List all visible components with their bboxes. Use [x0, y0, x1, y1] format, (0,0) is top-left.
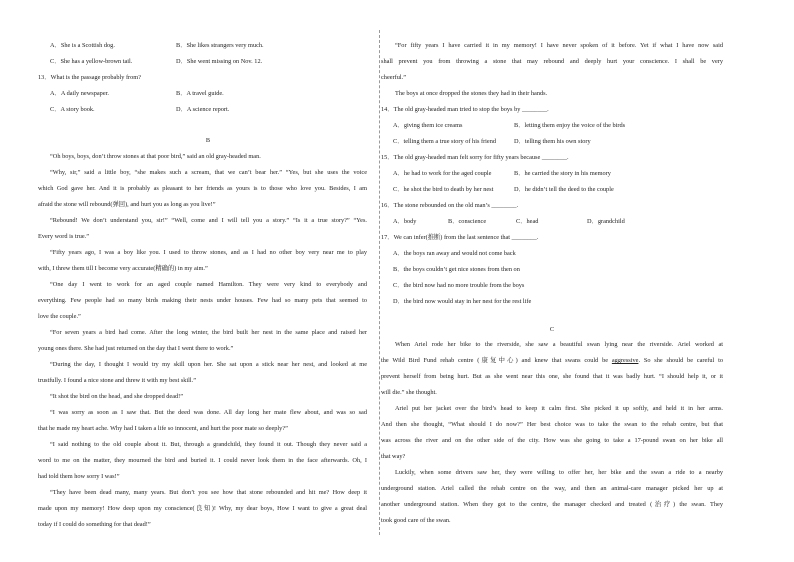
q16-option-a: A．body [393, 218, 417, 225]
q14-option-c: C．telling them a true story of his friend [393, 138, 497, 145]
passage-b-line: “Fifty years ago, I was a boy like you. I used to throw stones, and as I had no other boy very near me to play [50, 249, 367, 256]
q16-option-b: B．conscience [448, 218, 487, 225]
q13-question: 13．What is the passage probably from? [38, 74, 141, 81]
q13-option-b: B．A travel guide. [176, 90, 224, 97]
passage-b-line: “Rebound! We don’t understand you, sir!” “Well, come and I will tell you a story.” “Is it a true story?” “Yes. [50, 217, 367, 224]
section-b-title: B [205, 137, 211, 144]
q14-option-b: B．letting them enjoy the voice of the birds [514, 122, 626, 129]
right-column [381, 0, 794, 562]
q13-option-c: C．A story book. [50, 106, 95, 113]
passage-b-line: had told them how sorry I was!” [38, 473, 120, 480]
q13-option-d: D．A science report. [176, 106, 230, 113]
q17-option-d: D．the bird now would stay in her nest for the rest life [393, 298, 532, 305]
q15-option-c: C．he shot the bird to death by her nest [393, 186, 494, 193]
passage-b-end-line: “For fifty years I have carried it in my memory! I have never spoken of it before. Yet if what I have now said [395, 42, 723, 49]
q14-question: 14．The old gray-headed man tried to stop the boys by ________. [381, 106, 549, 113]
passage-c-line: took good care of the swan. [381, 517, 451, 524]
q12-option-b: B．She likes strangers very much. [176, 42, 264, 49]
passage-b-line: word to me on the matter, they mourned the bird and buried it. I could never look them in the face afterwards. Oh, I [38, 457, 367, 464]
passage-c-line: And then she thought, “What should I do now?” Her best choice was to take the swan to the rehab centre, but that [381, 421, 723, 428]
passage-b-line: with, I threw them till I become very accurate(精确的) in my aim.” [38, 265, 208, 272]
q14-option-d: D．telling them his own story [514, 138, 591, 145]
passage-c-line: When Ariel rode her bike to the riverside, she saw a beautiful swan lying near the riverside. Ariel worked at [395, 341, 723, 348]
passage-b-line: trustfully. I found a nice stone and threw it with my best skill.” [38, 377, 197, 384]
passage-c-line: prevent herself from being hurt. But as she went near this one, she found that it was badly hurt. “I should help it, or it [381, 373, 723, 380]
passage-b-line: “They have been dead many, many years. But don’t you see how that stone rebounded and hit me? How deep it [50, 489, 367, 496]
passage-c-line: the Wild Bird Fund rehab centre (康复中心) and knew that swans could be aggressive. So she should be careful to [381, 357, 723, 364]
passage-c-line: another underground station. When they got to the centre, the manager checked and treated (治疗) the swan. They [381, 501, 723, 508]
q16-question: 16．The stone rebounded on the old man’s ________. [381, 202, 519, 209]
q17-question: 17．We can infer(推断) from the last sentence that ________. [381, 234, 539, 241]
passage-c-line: will die.” she thought. [381, 389, 437, 396]
q15-option-d: D．he didn’t tell the deed to the couple [514, 186, 614, 193]
passage-b-line: “I said nothing to the old couple about it. But, through a grandchild, they found it out. Though they never said a [50, 441, 367, 448]
passage-b-line: made upon my memory! How deep upon my conscience(良知)! Why, my dear boys, How I want to give a great deal [38, 505, 367, 512]
passage-b-line: today if I could do something for that dead!” [38, 521, 151, 528]
q16-option-c: C．head [516, 218, 539, 225]
passage-b-line: “It shot the bird on the head, and she dropped dead!” [50, 393, 184, 400]
passage-b-line: Every word is true.” [38, 233, 90, 240]
passage-c-line: was across the river and on the other side of the city. How was she going to take a 17-pound swan on her bike all [381, 437, 723, 444]
passage-b-line: love the couple.” [38, 313, 81, 320]
passage-b-line: that he made my heart ache. Why had I taken a life so innocent, and hurt the poor mate so deeply?” [38, 425, 288, 432]
q17-option-a: A．the boys ran away and would not come back [393, 250, 516, 257]
q17-option-b: B．the boys couldn’t get nice stones from then on [393, 266, 520, 273]
q15-question: 15．The old gray-headed man felt sorry for fifty years because ________. [381, 154, 569, 161]
q12-option-a: A．She is a Scottish dog. [50, 42, 115, 49]
q17-option-c: C．the bird now had no more trouble from the boys [393, 282, 525, 289]
passage-b-line: which God gave her. And it is probably as pleasant to her friends as yours is to those who love you. Besides, I am [38, 185, 367, 192]
q16-option-d: D．grandchild [587, 218, 625, 225]
passage-b-end-line: The boys at once dropped the stones they had in their hands. [395, 90, 548, 97]
passage-b-line: “I was sorry as soon as I saw that. But the deed was done. All day long her mate flew about, and was so sad [50, 409, 367, 416]
q12-option-d: D．She went missing on Nov. 12. [176, 58, 263, 65]
passage-b-line: young ones there. She had just returned on the day that I went there to work.” [38, 345, 234, 352]
passage-b-line: “For seven years a bird had come. After the long winter, the bird built her nest in the same place and raised her [50, 329, 367, 336]
passage-b-end-line: cheerful.” [381, 74, 406, 81]
passage-b-line: “Why, sir,” said a little boy, “she makes such a scream, that we can’t bear her.” “Yes, but she uses the voice [50, 169, 367, 176]
passage-c-line: underground station. Ariel called the rehab centre on the way, and then an animal-care manager picked her up at [381, 485, 723, 492]
q14-option-a: A．giving them ice creams [393, 122, 463, 129]
passage-c-line: Ariel put her jacket over the bird’s head to keep it calm first. She picked it up softly, and held it in her arms. [395, 405, 723, 412]
q15-option-a: A．he had to work for the aged couple [393, 170, 492, 177]
q15-option-b: B．he carried the story in his memory [514, 170, 611, 177]
q13-option-a: A．A daily newspaper. [50, 90, 109, 97]
passage-b-line: everything. Few people had so many birds making their nests under houses. Few had so many pets that seemed to [38, 297, 367, 304]
q12-option-c: C．She has a yellow-brown tail. [50, 58, 133, 65]
passage-c-line: Luckily, when some drivers saw her, they were willing to offer her, her bike and the swan a ride to a nearby [395, 469, 723, 476]
passage-b-line: “Oh boys, boys, don’t throw stones at that poor bird,” said an old gray-headed man. [50, 153, 261, 160]
passage-c-line: that way? [381, 453, 406, 460]
passage-b-end-line: shall prevent you from throwing a stone that may rebound and deeply hurt your conscience. I shall be very [381, 58, 723, 65]
passage-b-line: “During the day, I thought I would try my skill upon her. She sat upon a stick near her nest, and looked at me [50, 361, 367, 368]
underlined-word: aggressive [611, 357, 639, 364]
passage-b-line: “One day I went to work for an aged couple named Hamilton. They were very kind to everybody and [50, 281, 367, 288]
section-c-title: C [549, 326, 555, 333]
left-column [0, 0, 380, 562]
passage-b-line: afraid the stone will rebound(弹回), and hurt you as long as you live!” [38, 201, 216, 208]
